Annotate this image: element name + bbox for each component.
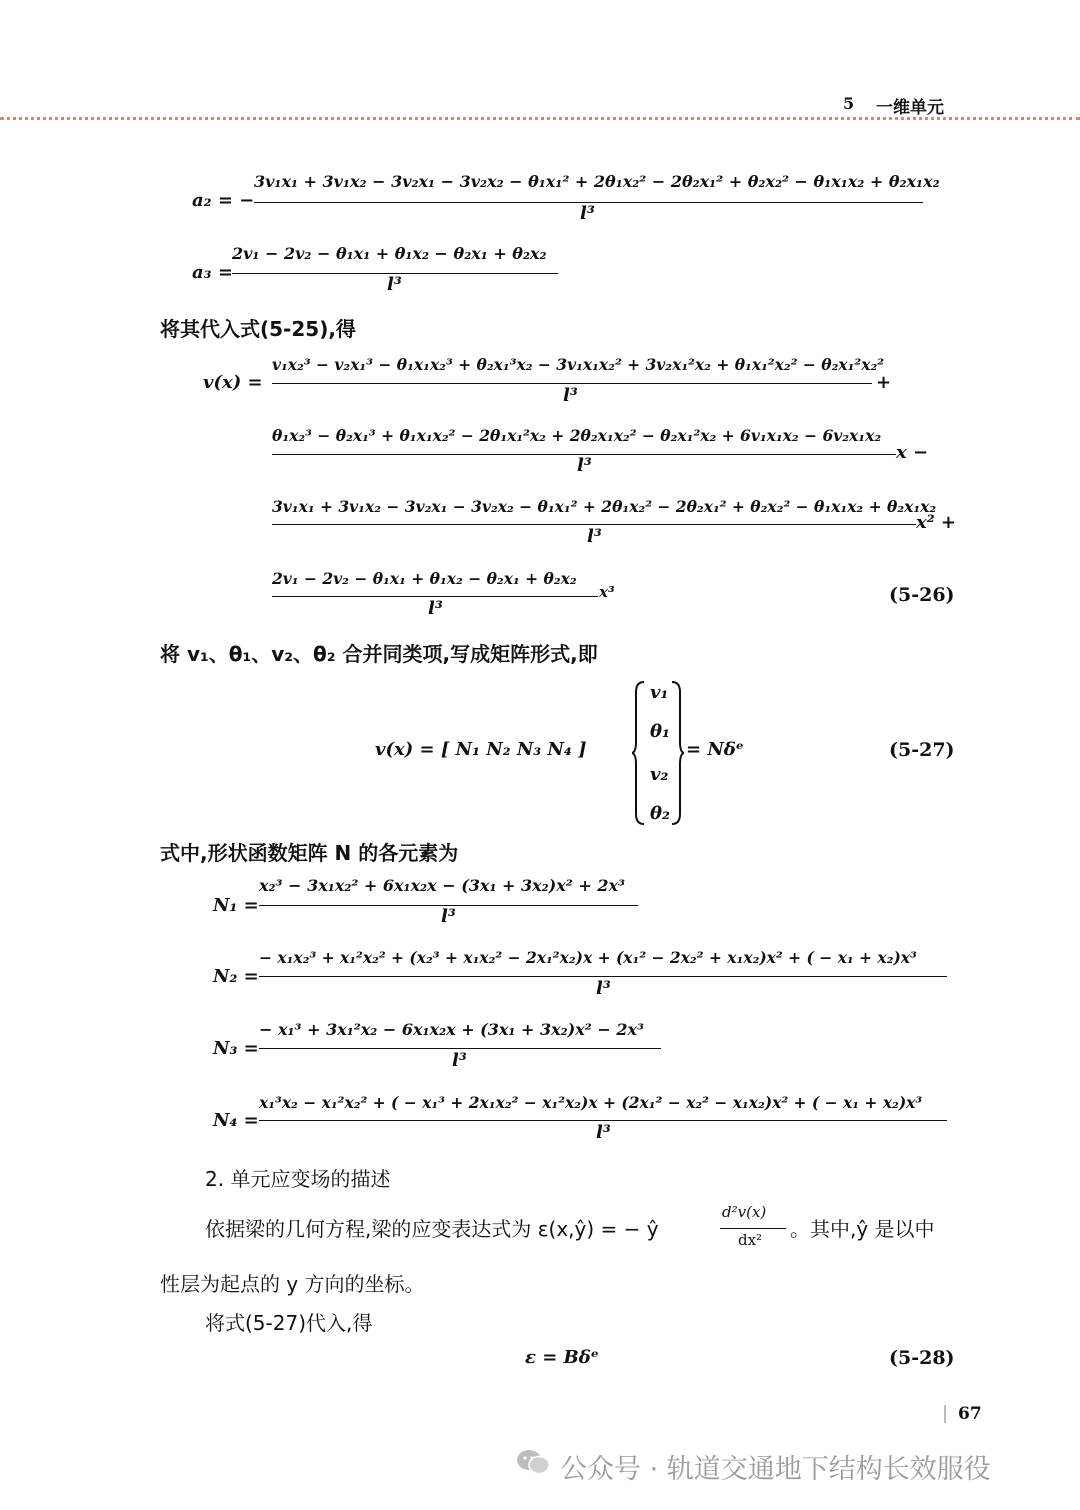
eq-a2-denominator: l³: [580, 203, 595, 224]
para-strain-before: 依据梁的几何方程,梁的应变表达式为 ε(x,ŷ) = − ŷ: [205, 1217, 659, 1241]
n4-denominator: l³: [596, 1122, 611, 1143]
eq-526-term3-denominator: l³: [587, 526, 602, 547]
page-number: 67: [958, 1404, 982, 1424]
eq-526-lhs: v(x) =: [203, 372, 263, 393]
n2-lhs: N₂ =: [213, 966, 259, 987]
eq-527-left-brace: [632, 680, 646, 826]
para-strain-fraction-bar: [720, 1228, 786, 1229]
eq-526-term4-denominator: l³: [428, 598, 443, 619]
para-strain-fraction-denominator: dx²: [738, 1231, 763, 1249]
eq-526-term1-bar: [272, 383, 872, 384]
text-shape-functions: 式中,形状函数矩阵 N 的各元素为: [160, 841, 459, 865]
eq-526-number: (5-26): [889, 584, 955, 606]
n1-lhs: N₁ =: [213, 895, 259, 916]
n3-denominator: l³: [452, 1050, 467, 1071]
eq-526-term1-numerator: v₁x₂³ − v₂x₁³ − θ₁x₁x₂³ + θ₂x₁³x₂ − 3v₁x₁x₂² + 3v₂x₁²x₂ + θ₁x₁²x₂² − θ₂x₁²x₂²: [272, 355, 885, 374]
chapter-number: 5: [843, 94, 855, 113]
eq-a3-numerator: 2v₁ − 2v₂ − θ₁x₁ + θ₁x₂ − θ₂x₁ + θ₂x₂: [232, 244, 547, 263]
eq-526-term2-numerator: θ₁x₂³ − θ₂x₁³ + θ₁x₁x₂² − 2θ₁x₁²x₂ + 2θ₂x₁x₂² − θ₂x₁²x₂ + 6v₁x₁x₂ − 6v₂x₁x₂: [272, 426, 882, 445]
wechat-icon: [515, 1448, 551, 1476]
text-combine: 将 v₁、θ₁、v₂、θ₂ 合并同类项,写成矩阵形式,即: [160, 642, 598, 666]
n1-denominator: l³: [441, 906, 456, 927]
eq-526-term3-tail: x² +: [916, 512, 956, 533]
para-strain-fraction-numerator: d²v(x): [722, 1203, 767, 1221]
watermark-text: 公众号 · 轨道交通地下结构长效服役: [560, 1454, 991, 1485]
eq-527-lhs: v(x) = [ N₁ N₂ N₃ N₄ ]: [375, 739, 587, 760]
eq-a3-denominator: l³: [387, 274, 402, 295]
eq-527-vector-entry-1: v₁: [650, 682, 669, 703]
eq-526-term4-numerator: 2v₁ − 2v₂ − θ₁x₁ + θ₁x₂ − θ₂x₁ + θ₂x₂: [272, 569, 577, 588]
eq-526-term3-bar: [272, 524, 916, 525]
eq-527-vector-entry-2: θ₁: [650, 721, 670, 742]
n3-numerator: − x₁³ + 3x₁²x₂ − 6x₁x₂x + (3x₁ + 3x₂)x² − 2x³: [259, 1020, 644, 1039]
eq-526-term2-tail: x −: [896, 442, 929, 463]
text-substitute: 将其代入式(5-25),得: [160, 317, 356, 341]
eq-a2-lhs: a₂ = −: [192, 190, 255, 211]
eq-527-right-brace: [670, 680, 684, 826]
para-strain-after: 。其中,ŷ 是以中: [790, 1217, 935, 1241]
page-number-marker: [944, 1405, 946, 1423]
n3-lhs: N₃ =: [213, 1038, 259, 1059]
eq-527-vector-entry-3: v₂: [650, 764, 669, 785]
eq-527-vector-entry-4: θ₂: [650, 803, 670, 824]
n3-fraction-bar: [259, 1048, 661, 1049]
eq-526-term4-tail: x³: [599, 583, 615, 601]
eq-528-formula: ε = Bδᵉ: [525, 1347, 599, 1368]
n2-denominator: l³: [596, 978, 611, 999]
eq-526-term1-denominator: l³: [563, 385, 578, 406]
eq-526-term4-bar: [272, 596, 598, 597]
header-divider: [0, 117, 1080, 120]
eq-527-rhs: = Nδᵉ: [686, 739, 744, 760]
eq-526-term1-tail: +: [876, 372, 892, 393]
eq-a2-numerator: 3v₁x₁ + 3v₁x₂ − 3v₂x₁ − 3v₂x₂ − θ₁x₁² + 2θ₁x₂² − 2θ₂x₁² + θ₂x₂² − θ₁x₁x₂ + θ₂x₁x₂: [254, 172, 940, 191]
section-heading: 2. 单元应变场的描述: [205, 1167, 391, 1191]
eq-526-term2-denominator: l³: [577, 455, 592, 476]
eq-527-number: (5-27): [889, 739, 955, 761]
n4-fraction-bar: [259, 1120, 947, 1121]
n1-numerator: x₂³ − 3x₁x₂² + 6x₁x₂x − (3x₁ + 3x₂)x² + 2x³: [259, 876, 626, 895]
para-strain-line2: 性层为起点的 y 方向的坐标。: [160, 1272, 425, 1296]
eq-528-number: (5-28): [889, 1347, 955, 1369]
text-substitute-527: 将式(5-27)代入,得: [205, 1311, 373, 1335]
eq-526-term3-numerator: 3v₁x₁ + 3v₁x₂ − 3v₂x₁ − 3v₂x₂ − θ₁x₁² + 2θ₁x₂² − 2θ₂x₁² + θ₂x₂² − θ₁x₁x₂ + θ₂x₁x₂: [272, 497, 937, 516]
n4-numerator: x₁³x₂ − x₁²x₂² + ( − x₁³ + 2x₁x₂² − x₁²x₂)x + (2x₁² − x₂² − x₁x₂)x² + ( − x₁ + x₂)x³: [259, 1093, 923, 1112]
chapter-title: 一维单元: [876, 98, 944, 118]
n4-lhs: N₄ =: [213, 1110, 259, 1131]
n2-numerator: − x₁x₂³ + x₁²x₂² + (x₂³ + x₁x₂² − 2x₁²x₂)x + (x₁² − 2x₂² + x₁x₂)x² + ( − x₁ + x₂)x³: [259, 948, 917, 967]
eq-a3-lhs: a₃ =: [192, 262, 233, 283]
n2-fraction-bar: [259, 976, 947, 977]
